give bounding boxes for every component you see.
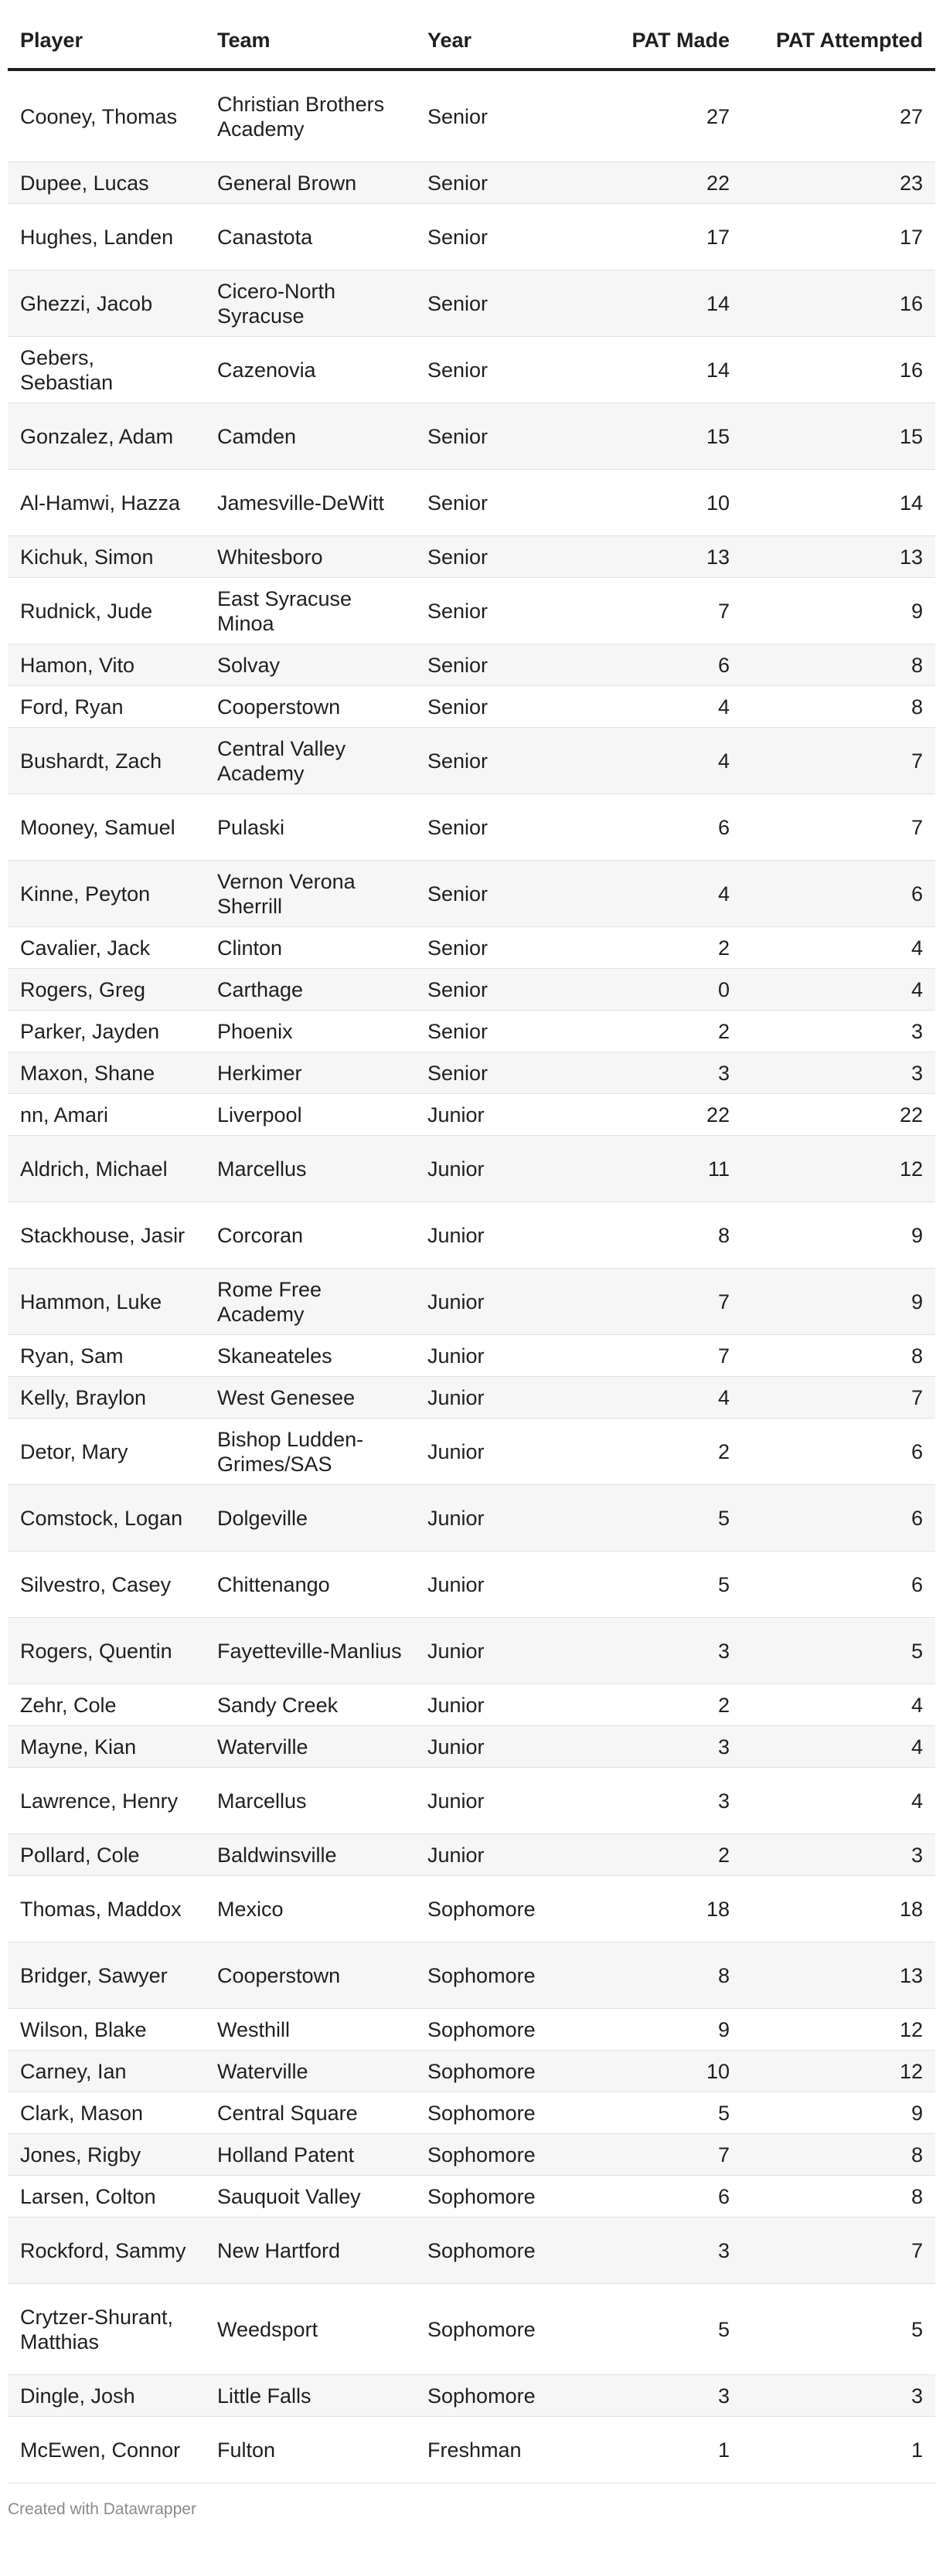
table-row [8,2284,935,2375]
cell-year: Sophomore [415,2375,553,2417]
cell-pat-attempted: 17 [742,204,935,270]
cell-pat-made: 2 [553,927,742,969]
cell-team: Whitesboro [205,536,415,578]
cell-team: Westhill [205,2009,415,2051]
cell-year: Sophomore [415,1876,553,1942]
cell-pat-made: 4 [553,861,742,927]
cell-player: Comstock, Logan [8,1485,205,1551]
cell-team: Rome Free Academy [205,1269,415,1335]
cell-player: Hughes, Landen [8,204,205,270]
table-row [8,794,935,861]
cell-pat-made: 5 [553,1551,742,1618]
cell-pat-made: 1 [553,2417,742,2483]
cell-year: Senior [415,70,553,162]
cell-pat-made: 3 [553,1052,742,1094]
cell-team: Central Valley Academy [205,728,415,794]
table-row [8,1768,935,1834]
cell-player: Stackhouse, Jasir [8,1202,205,1269]
cell-pat-attempted: 23 [742,162,935,204]
cell-pat-made: 3 [553,2375,742,2417]
cell-pat-attempted: 4 [742,927,935,969]
cell-team: Fayetteville-Manlius [205,1618,415,1684]
cell-player: Silvestro, Casey [8,1551,205,1618]
table-row [8,1942,935,2009]
cell-year: Junior [415,1377,553,1419]
cell-player: Clark, Mason [8,2092,205,2134]
cell-year: Junior [415,1485,553,1551]
cell-team: Sandy Creek [205,1684,415,1726]
table-row [8,2375,935,2417]
cell-year: Senior [415,403,553,470]
table-row [8,1726,935,1768]
cell-pat-attempted: 7 [742,794,935,861]
cell-pat-attempted: 6 [742,1419,935,1485]
header-player[interactable]: Player [8,28,205,70]
cell-team: Cazenovia [205,337,415,403]
table-row [8,2009,935,2051]
cell-player: Al-Hamwi, Hazza [8,470,205,536]
cell-pat-made: 22 [553,1094,742,1136]
cell-pat-made: 15 [553,403,742,470]
cell-year: Senior [415,337,553,403]
cell-pat-attempted: 8 [742,2176,935,2217]
cell-player: Ghezzi, Jacob [8,270,205,337]
cell-year: Junior [415,1684,553,1726]
cell-pat-made: 6 [553,644,742,686]
cell-year: Senior [415,686,553,728]
cell-year: Freshman [415,2417,553,2483]
cell-year: Senior [415,536,553,578]
cell-pat-attempted: 13 [742,536,935,578]
cell-pat-made: 10 [553,2051,742,2092]
cell-pat-made: 3 [553,1726,742,1768]
cell-year: Junior [415,1419,553,1485]
cell-pat-made: 6 [553,794,742,861]
cell-year: Junior [415,1136,553,1202]
table-row [8,1335,935,1377]
cell-pat-attempted: 8 [742,2134,935,2176]
cell-player: Maxon, Shane [8,1052,205,1094]
cell-pat-made: 6 [553,2176,742,2217]
cell-pat-attempted: 13 [742,1942,935,2009]
cell-year: Senior [415,470,553,536]
table-row [8,536,935,578]
cell-player: Gonzalez, Adam [8,403,205,470]
cell-year: Sophomore [415,2051,553,2092]
cell-team: New Hartford [205,2217,415,2284]
cell-pat-made: 7 [553,2134,742,2176]
cell-pat-made: 2 [553,1419,742,1485]
cell-player: Zehr, Cole [8,1684,205,1726]
cell-year: Senior [415,270,553,337]
cell-team: West Genesee [205,1377,415,1419]
cell-pat-made: 2 [553,1011,742,1052]
cell-pat-made: 8 [553,1202,742,1269]
cell-player: Crytzer-Shurant, Matthias [8,2284,205,2375]
cell-pat-made: 4 [553,686,742,728]
cell-player: Rudnick, Jude [8,578,205,644]
table-row [8,1269,935,1335]
cell-team: Mexico [205,1876,415,1942]
cell-player: Mooney, Samuel [8,794,205,861]
table-row [8,2134,935,2176]
table-row [8,969,935,1011]
cell-pat-attempted: 14 [742,470,935,536]
cell-pat-attempted: 8 [742,1335,935,1377]
cell-year: Senior [415,578,553,644]
table-row [8,204,935,270]
cell-pat-attempted: 3 [742,1834,935,1876]
cell-pat-made: 5 [553,1485,742,1551]
header-team[interactable]: Team [205,28,415,70]
cell-year: Junior [415,1269,553,1335]
table-row [8,403,935,470]
cell-player: Mayne, Kian [8,1726,205,1768]
cell-player: Ryan, Sam [8,1335,205,1377]
cell-pat-made: 18 [553,1876,742,1942]
cell-year: Sophomore [415,2284,553,2375]
table-row [8,1052,935,1094]
cell-year: Senior [415,728,553,794]
cell-pat-attempted: 3 [742,1011,935,1052]
cell-pat-attempted: 6 [742,1551,935,1618]
table-row [8,470,935,536]
cell-year: Junior [415,1768,553,1834]
header-pat-attempted[interactable]: PAT Attempted [742,28,935,70]
cell-pat-made: 7 [553,1335,742,1377]
cell-team: Waterville [205,2051,415,2092]
cell-pat-made: 14 [553,270,742,337]
table-row [8,1136,935,1202]
cell-team: Christian Brothers Academy [205,70,415,162]
table-row [8,1011,935,1052]
cell-team: Corcoran [205,1202,415,1269]
table-row [8,337,935,403]
table-body [8,70,935,2483]
cell-pat-attempted: 16 [742,337,935,403]
cell-year: Senior [415,969,553,1011]
header-year[interactable]: Year [415,28,553,70]
table-row [8,1485,935,1551]
cell-pat-attempted: 4 [742,1726,935,1768]
table-row [8,2217,935,2284]
cell-player: Dingle, Josh [8,2375,205,2417]
cell-pat-attempted: 12 [742,2051,935,2092]
cell-year: Senior [415,1011,553,1052]
cell-pat-attempted: 18 [742,1876,935,1942]
table-row [8,644,935,686]
cell-team: East Syracuse Minoa [205,578,415,644]
cell-player: nn, Amari [8,1094,205,1136]
cell-player: Jones, Rigby [8,2134,205,2176]
cell-team: Baldwinsville [205,1834,415,1876]
cell-team: Skaneateles [205,1335,415,1377]
cell-pat-attempted: 6 [742,1485,935,1551]
pat-table [8,28,935,2483]
cell-pat-attempted: 7 [742,1377,935,1419]
cell-pat-made: 3 [553,2217,742,2284]
cell-year: Sophomore [415,1942,553,2009]
cell-year: Junior [415,1726,553,1768]
cell-team: Jamesville-DeWitt [205,470,415,536]
table-row [8,1377,935,1419]
cell-team: Solvay [205,644,415,686]
header-row [8,28,935,70]
cell-player: Cooney, Thomas [8,70,205,162]
cell-team: Pulaski [205,794,415,861]
cell-team: Marcellus [205,1136,415,1202]
cell-year: Junior [415,1834,553,1876]
cell-player: Rogers, Greg [8,969,205,1011]
cell-player: Gebers, Sebastian [8,337,205,403]
cell-pat-attempted: 4 [742,969,935,1011]
cell-pat-attempted: 4 [742,1684,935,1726]
cell-pat-made: 0 [553,969,742,1011]
cell-pat-made: 7 [553,1269,742,1335]
cell-player: Kelly, Braylon [8,1377,205,1419]
cell-pat-attempted: 8 [742,686,935,728]
cell-team: Vernon Verona Sherrill [205,861,415,927]
cell-pat-attempted: 4 [742,1768,935,1834]
cell-team: Weedsport [205,2284,415,2375]
cell-year: Sophomore [415,2009,553,2051]
cell-year: Sophomore [415,2092,553,2134]
cell-pat-made: 10 [553,470,742,536]
table-row [8,1684,935,1726]
cell-pat-attempted: 7 [742,2217,935,2284]
cell-pat-attempted: 9 [742,2092,935,2134]
cell-pat-attempted: 3 [742,1052,935,1094]
cell-pat-attempted: 9 [742,1269,935,1335]
cell-team: Phoenix [205,1011,415,1052]
cell-team: Sauquoit Valley [205,2176,415,2217]
table-row [8,162,935,204]
cell-team: Cooperstown [205,686,415,728]
table-row [8,1551,935,1618]
cell-pat-attempted: 15 [742,403,935,470]
cell-player: Larsen, Colton [8,2176,205,2217]
cell-team: Cooperstown [205,1942,415,2009]
cell-pat-made: 5 [553,2092,742,2134]
cell-player: Rockford, Sammy [8,2217,205,2284]
cell-pat-attempted: 3 [742,2375,935,2417]
cell-player: Bridger, Sawyer [8,1942,205,2009]
table-row [8,1094,935,1136]
cell-player: Parker, Jayden [8,1011,205,1052]
cell-team: Fulton [205,2417,415,2483]
cell-player: Cavalier, Jack [8,927,205,969]
cell-player: Pollard, Cole [8,1834,205,1876]
table-row [8,70,935,162]
cell-pat-attempted: 7 [742,728,935,794]
cell-pat-attempted: 9 [742,1202,935,1269]
cell-year: Junior [415,1618,553,1684]
cell-pat-made: 14 [553,337,742,403]
cell-pat-made: 2 [553,1684,742,1726]
table-row [8,1618,935,1684]
cell-player: Lawrence, Henry [8,1768,205,1834]
cell-pat-made: 13 [553,536,742,578]
cell-pat-attempted: 8 [742,644,935,686]
cell-player: Aldrich, Michael [8,1136,205,1202]
cell-team: Carthage [205,969,415,1011]
cell-year: Senior [415,861,553,927]
cell-player: Hamon, Vito [8,644,205,686]
cell-player: Wilson, Blake [8,2009,205,2051]
table-row [8,728,935,794]
cell-year: Sophomore [415,2217,553,2284]
cell-pat-made: 8 [553,1942,742,2009]
cell-team: Cicero-North Syracuse [205,270,415,337]
table-row [8,2417,935,2483]
cell-player: Kinne, Peyton [8,861,205,927]
cell-team: Holland Patent [205,2134,415,2176]
cell-player: Rogers, Quentin [8,1618,205,1684]
cell-pat-made: 22 [553,162,742,204]
table-header [8,28,935,70]
cell-year: Junior [415,1202,553,1269]
cell-pat-attempted: 22 [742,1094,935,1136]
cell-year: Junior [415,1551,553,1618]
cell-year: Junior [415,1094,553,1136]
cell-year: Sophomore [415,2176,553,2217]
cell-pat-attempted: 5 [742,1618,935,1684]
cell-pat-attempted: 12 [742,2009,935,2051]
cell-pat-made: 4 [553,1377,742,1419]
table-row [8,927,935,969]
cell-pat-attempted: 5 [742,2284,935,2375]
header-pat-made[interactable]: PAT Made [553,28,742,70]
cell-pat-made: 11 [553,1136,742,1202]
cell-player: Kichuk, Simon [8,536,205,578]
cell-team: Herkimer [205,1052,415,1094]
cell-pat-made: 4 [553,728,742,794]
table-row [8,861,935,927]
cell-team: Liverpool [205,1094,415,1136]
cell-player: Carney, Ian [8,2051,205,2092]
cell-year: Senior [415,927,553,969]
cell-pat-made: 27 [553,70,742,162]
table-row [8,686,935,728]
cell-player: McEwen, Connor [8,2417,205,2483]
cell-year: Senior [415,204,553,270]
table-row [8,1419,935,1485]
cell-pat-attempted: 16 [742,270,935,337]
cell-pat-attempted: 12 [742,1136,935,1202]
cell-team: Central Square [205,2092,415,2134]
cell-pat-attempted: 1 [742,2417,935,2483]
table-row [8,1876,935,1942]
cell-player: Hammon, Luke [8,1269,205,1335]
cell-team: Waterville [205,1726,415,1768]
cell-team: Little Falls [205,2375,415,2417]
cell-year: Senior [415,1052,553,1094]
table-row [8,2176,935,2217]
cell-team: Camden [205,403,415,470]
cell-player: Dupee, Lucas [8,162,205,204]
cell-team: Chittenango [205,1551,415,1618]
cell-pat-made: 17 [553,204,742,270]
table-row [8,2051,935,2092]
cell-pat-made: 3 [553,1768,742,1834]
cell-team: Dolgeville [205,1485,415,1551]
cell-year: Sophomore [415,2134,553,2176]
cell-pat-attempted: 9 [742,578,935,644]
datawrapper-credit[interactable]: Created with Datawrapper [8,2500,196,2518]
cell-pat-made: 2 [553,1834,742,1876]
cell-pat-attempted: 6 [742,861,935,927]
cell-player: Ford, Ryan [8,686,205,728]
cell-year: Junior [415,1335,553,1377]
table-row [8,270,935,337]
table-row [8,2092,935,2134]
table-row [8,1834,935,1876]
cell-team: Marcellus [205,1768,415,1834]
cell-pat-made: 5 [553,2284,742,2375]
cell-year: Senior [415,162,553,204]
cell-year: Senior [415,794,553,861]
cell-pat-made: 7 [553,578,742,644]
cell-year: Senior [415,644,553,686]
table-row [8,1202,935,1269]
cell-pat-made: 3 [553,1618,742,1684]
table-row [8,578,935,644]
cell-team: Clinton [205,927,415,969]
cell-team: Bishop Ludden-Grimes/SAS [205,1419,415,1485]
cell-team: General Brown [205,162,415,204]
cell-player: Detor, Mary [8,1419,205,1485]
cell-pat-made: 9 [553,2009,742,2051]
cell-player: Bushardt, Zach [8,728,205,794]
cell-team: Canastota [205,204,415,270]
cell-pat-attempted: 27 [742,70,935,162]
cell-player: Thomas, Maddox [8,1876,205,1942]
